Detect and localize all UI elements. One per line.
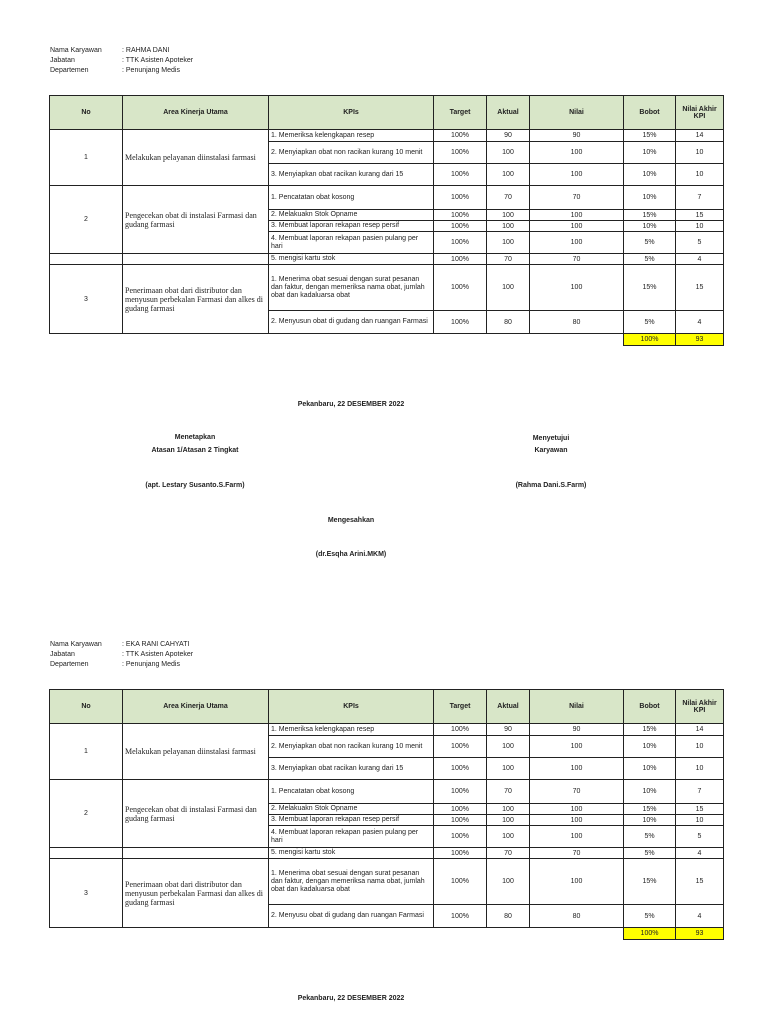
header-kpis: KPIs — [269, 96, 434, 130]
target-cell: 100% — [434, 232, 487, 254]
kpi-cell: 1. Pencatatan obat kosong — [269, 780, 434, 804]
target-cell: 100% — [434, 815, 487, 826]
header-target: Target — [434, 96, 487, 130]
nilai-cell: 70 — [530, 254, 624, 265]
nilai-cell: 70 — [530, 780, 624, 804]
header-no: No — [50, 690, 123, 724]
bobot-cell: 5% — [624, 232, 676, 254]
akhir-cell: 10 — [676, 221, 724, 232]
approver-name: (apt. Lestary Susanto.S.Farm) — [145, 482, 245, 489]
bobot-cell: 10% — [624, 221, 676, 232]
aktual-cell: 90 — [487, 130, 530, 142]
aktual-cell: 80 — [487, 311, 530, 334]
header-area: Area Kinerja Utama — [123, 690, 269, 724]
akhir-cell: 15 — [676, 804, 724, 815]
target-cell: 100% — [434, 780, 487, 804]
kpi-cell: 2. Menyiapkan obat non racikan kurang 10 menit — [269, 142, 434, 164]
aktual-cell: 70 — [487, 848, 530, 859]
nilai-cell: 100 — [530, 232, 624, 254]
kpi-cell: 5. mengisi kartu stok — [269, 848, 434, 859]
nilai-cell: 100 — [530, 736, 624, 758]
nama-label: Nama Karyawan — [50, 641, 102, 648]
kpi-cell: 2. Menyusun obat di gudang dan ruangan Farmasi — [269, 311, 434, 334]
target-cell: 100% — [434, 254, 487, 265]
bobot-cell: 15% — [624, 130, 676, 142]
table-row — [50, 130, 724, 142]
bobot-cell: 5% — [624, 848, 676, 859]
bobot-cell: 10% — [624, 736, 676, 758]
aktual-cell: 100 — [487, 232, 530, 254]
kpi-cell: 1. Menerima obat sesuai dengan surat pesanan dan faktur, dengan memeriksa nama obat, jumlah obat dan kadaluarsa obat — [269, 859, 434, 905]
bobot-cell: 10% — [624, 164, 676, 186]
kpi-cell: 3. Menyiapkan obat racikan kurang dari 15 — [269, 164, 434, 186]
total-nilai-akhir: 93 — [676, 928, 724, 940]
group-no: 2 — [50, 186, 123, 254]
nilai-cell: 100 — [530, 265, 624, 311]
akhir-cell: 10 — [676, 758, 724, 780]
akhir-cell: 15 — [676, 859, 724, 905]
group-no: 3 — [50, 265, 123, 334]
table-row — [50, 859, 724, 905]
nilai-cell: 100 — [530, 142, 624, 164]
nilai-cell: 90 — [530, 130, 624, 142]
aktual-cell: 100 — [487, 210, 530, 221]
empty-cell — [123, 254, 269, 265]
group-no: 3 — [50, 859, 123, 928]
kpi-form-2 — [0, 594, 768, 1024]
header-aktual: Aktual — [487, 96, 530, 130]
akhir-cell: 15 — [676, 265, 724, 311]
empty-cell — [50, 254, 123, 265]
aktual-cell: 100 — [487, 859, 530, 905]
nilai-cell: 80 — [530, 311, 624, 334]
departemen-value: : Penunjang Medis — [122, 661, 180, 668]
akhir-cell: 10 — [676, 142, 724, 164]
bobot-cell: 5% — [624, 905, 676, 928]
akhir-cell: 4 — [676, 311, 724, 334]
aktual-cell: 100 — [487, 736, 530, 758]
nilai-cell: 70 — [530, 848, 624, 859]
akhir-cell: 5 — [676, 232, 724, 254]
target-cell: 100% — [434, 736, 487, 758]
kpi-cell: 3. Membuat laporan rekapan resep persif — [269, 221, 434, 232]
header-no: No — [50, 96, 123, 130]
group-area: Pengecekan obat di instalasi Farmasi dan gudang farmasi — [123, 186, 269, 254]
table-row — [50, 265, 724, 311]
bobot-cell: 15% — [624, 804, 676, 815]
nama-label: Nama Karyawan — [50, 47, 102, 54]
departemen-value: : Penunjang Medis — [122, 67, 180, 74]
group-no: 1 — [50, 724, 123, 780]
kpi-cell: 5. mengisi kartu stok — [269, 254, 434, 265]
aktual-cell: 100 — [487, 758, 530, 780]
aktual-cell: 100 — [487, 826, 530, 848]
table-row — [50, 724, 724, 736]
validator-name: (dr.Esqha Arini.MKM) — [315, 551, 387, 558]
target-cell: 100% — [434, 210, 487, 221]
place-date: Pekanbaru, 22 DESEMBER 2022 — [297, 995, 405, 1002]
akhir-cell: 7 — [676, 780, 724, 804]
bobot-cell: 5% — [624, 254, 676, 265]
bobot-cell: 15% — [624, 265, 676, 311]
aktual-cell: 70 — [487, 254, 530, 265]
bobot-cell: 10% — [624, 186, 676, 210]
table-row — [50, 780, 724, 804]
aktual-cell: 70 — [487, 780, 530, 804]
akhir-cell: 7 — [676, 186, 724, 210]
departemen-label: Departemen — [50, 67, 89, 74]
group-no: 2 — [50, 780, 123, 848]
target-cell: 100% — [434, 221, 487, 232]
header-nilai: Nilai — [530, 690, 624, 724]
aktual-cell: 100 — [487, 804, 530, 815]
employee-info — [50, 46, 193, 76]
table-row — [50, 254, 724, 265]
header-target: Target — [434, 690, 487, 724]
akhir-cell: 4 — [676, 254, 724, 265]
target-cell: 100% — [434, 311, 487, 334]
aktual-cell: 100 — [487, 142, 530, 164]
bobot-cell: 10% — [624, 758, 676, 780]
header-nilai: Nilai — [530, 96, 624, 130]
target-cell: 100% — [434, 164, 487, 186]
total-row — [50, 334, 724, 346]
jabatan-label: Jabatan — [50, 57, 75, 64]
aktual-cell: 100 — [487, 164, 530, 186]
kpi-cell: 2. Melakuakn Stok Opname — [269, 804, 434, 815]
validator-title: Mengesahkan — [327, 517, 375, 524]
group-area: Melakukan pelayanan diinstalasi farmasi — [123, 724, 269, 780]
blank-cell — [50, 334, 624, 346]
nama-value: : RAHMA DANI — [122, 47, 170, 54]
kpi-cell: 2. Melakuakn Stok Opname — [269, 210, 434, 221]
aktual-cell: 100 — [487, 265, 530, 311]
approver-title: Menetapkan — [174, 434, 216, 441]
group-no: 1 — [50, 130, 123, 186]
table-header-row — [50, 690, 724, 724]
nilai-cell: 90 — [530, 724, 624, 736]
jabatan-value: : TTK Asisten Apoteker — [122, 57, 194, 64]
bobot-cell: 15% — [624, 210, 676, 221]
target-cell: 100% — [434, 758, 487, 780]
aktual-cell: 100 — [487, 815, 530, 826]
employee-subtitle: Karyawan — [534, 447, 568, 454]
group-area: Melakukan pelayanan diinstalasi farmasi — [123, 130, 269, 186]
akhir-cell: 4 — [676, 905, 724, 928]
target-cell: 100% — [434, 804, 487, 815]
akhir-cell: 5 — [676, 826, 724, 848]
header-aktual: Aktual — [487, 690, 530, 724]
place-date: Pekanbaru, 22 DESEMBER 2022 — [297, 401, 405, 408]
nilai-cell: 100 — [530, 826, 624, 848]
bobot-cell: 5% — [624, 311, 676, 334]
nilai-cell: 100 — [530, 164, 624, 186]
kpi-cell: 1. Menerima obat sesuai dengan surat pesanan dan faktur, dengan memeriksa nama obat, jumlah obat dan kadaluarsa obat — [269, 265, 434, 311]
nilai-cell: 100 — [530, 758, 624, 780]
kpi-table — [49, 689, 724, 940]
target-cell: 100% — [434, 130, 487, 142]
akhir-cell: 15 — [676, 210, 724, 221]
group-area: Penerimaan obat dari distributor dan menyusun perbekalan Farmasi dan alkes di gudang farmasi — [123, 265, 269, 334]
target-cell: 100% — [434, 265, 487, 311]
jabatan-value: : TTK Asisten Apoteker — [122, 651, 194, 658]
akhir-cell: 14 — [676, 130, 724, 142]
target-cell: 100% — [434, 186, 487, 210]
nama-value: : EKA RANI CAHYATI — [122, 641, 190, 648]
target-cell: 100% — [434, 905, 487, 928]
nilai-cell: 100 — [530, 804, 624, 815]
group-area: Penerimaan obat dari distributor dan menyusun perbekalan Farmasi dan alkes di gudang farmasi — [123, 859, 269, 928]
nilai-cell: 100 — [530, 221, 624, 232]
blank-cell — [50, 928, 624, 940]
bobot-cell: 10% — [624, 142, 676, 164]
nilai-cell: 100 — [530, 210, 624, 221]
kpi-cell: 2. Menyiapkan obat non racikan kurang 10 menit — [269, 736, 434, 758]
nilai-cell: 80 — [530, 905, 624, 928]
aktual-cell: 90 — [487, 724, 530, 736]
kpi-cell: 4. Membuat laporan rekapan pasien pulang per hari — [269, 826, 434, 848]
target-cell: 100% — [434, 724, 487, 736]
aktual-cell: 70 — [487, 186, 530, 210]
akhir-cell: 10 — [676, 815, 724, 826]
total-nilai-akhir: 93 — [676, 334, 724, 346]
empty-cell — [123, 848, 269, 859]
table-row — [50, 186, 724, 210]
target-cell: 100% — [434, 848, 487, 859]
akhir-cell: 14 — [676, 724, 724, 736]
group-area: Pengecekan obat di instalasi Farmasi dan gudang farmasi — [123, 780, 269, 848]
kpi-table — [49, 95, 724, 346]
header-bobot: Bobot — [624, 690, 676, 724]
bobot-cell: 10% — [624, 780, 676, 804]
total-bobot: 100% — [624, 334, 676, 346]
table-row — [50, 848, 724, 859]
kpi-cell: 2. Menyusu obat di gudang dan ruangan Farmasi — [269, 905, 434, 928]
target-cell: 100% — [434, 859, 487, 905]
header-nilai-akhir: Nilai Akhir KPI — [676, 96, 724, 130]
kpi-cell: 3. Menyiapkan obat racikan kurang dari 15 — [269, 758, 434, 780]
departemen-label: Departemen — [50, 661, 89, 668]
kpi-cell: 1. Memeriksa kelengkapan resep — [269, 724, 434, 736]
aktual-cell: 80 — [487, 905, 530, 928]
employee-title: Menyetujui — [532, 435, 570, 442]
nilai-cell: 70 — [530, 186, 624, 210]
jabatan-label: Jabatan — [50, 651, 75, 658]
table-header-row — [50, 96, 724, 130]
bobot-cell: 5% — [624, 826, 676, 848]
bobot-cell: 15% — [624, 724, 676, 736]
nilai-cell: 100 — [530, 859, 624, 905]
header-area: Area Kinerja Utama — [123, 96, 269, 130]
employee-info — [50, 640, 193, 670]
header-nilai-akhir: Nilai Akhir KPI — [676, 690, 724, 724]
akhir-cell: 10 — [676, 164, 724, 186]
kpi-cell: 1. Pencatatan obat kosong — [269, 186, 434, 210]
header-bobot: Bobot — [624, 96, 676, 130]
total-row — [50, 928, 724, 940]
kpi-cell: 1. Memeriksa kelengkapan resep — [269, 130, 434, 142]
aktual-cell: 100 — [487, 221, 530, 232]
akhir-cell: 10 — [676, 736, 724, 758]
total-bobot: 100% — [624, 928, 676, 940]
kpi-cell: 4. Membuat laporan rekapan pasien pulang per hari — [269, 232, 434, 254]
approver-subtitle: Atasan 1/Atasan 2 Tingkat — [151, 447, 239, 454]
kpi-cell: 3. Membuat laporan rekapan resep persif — [269, 815, 434, 826]
nilai-cell: 100 — [530, 815, 624, 826]
empty-cell — [50, 848, 123, 859]
header-kpis: KPIs — [269, 690, 434, 724]
target-cell: 100% — [434, 826, 487, 848]
employee-name: (Rahma Dani.S.Farm) — [515, 482, 587, 489]
bobot-cell: 15% — [624, 859, 676, 905]
bobot-cell: 10% — [624, 815, 676, 826]
akhir-cell: 4 — [676, 848, 724, 859]
target-cell: 100% — [434, 142, 487, 164]
